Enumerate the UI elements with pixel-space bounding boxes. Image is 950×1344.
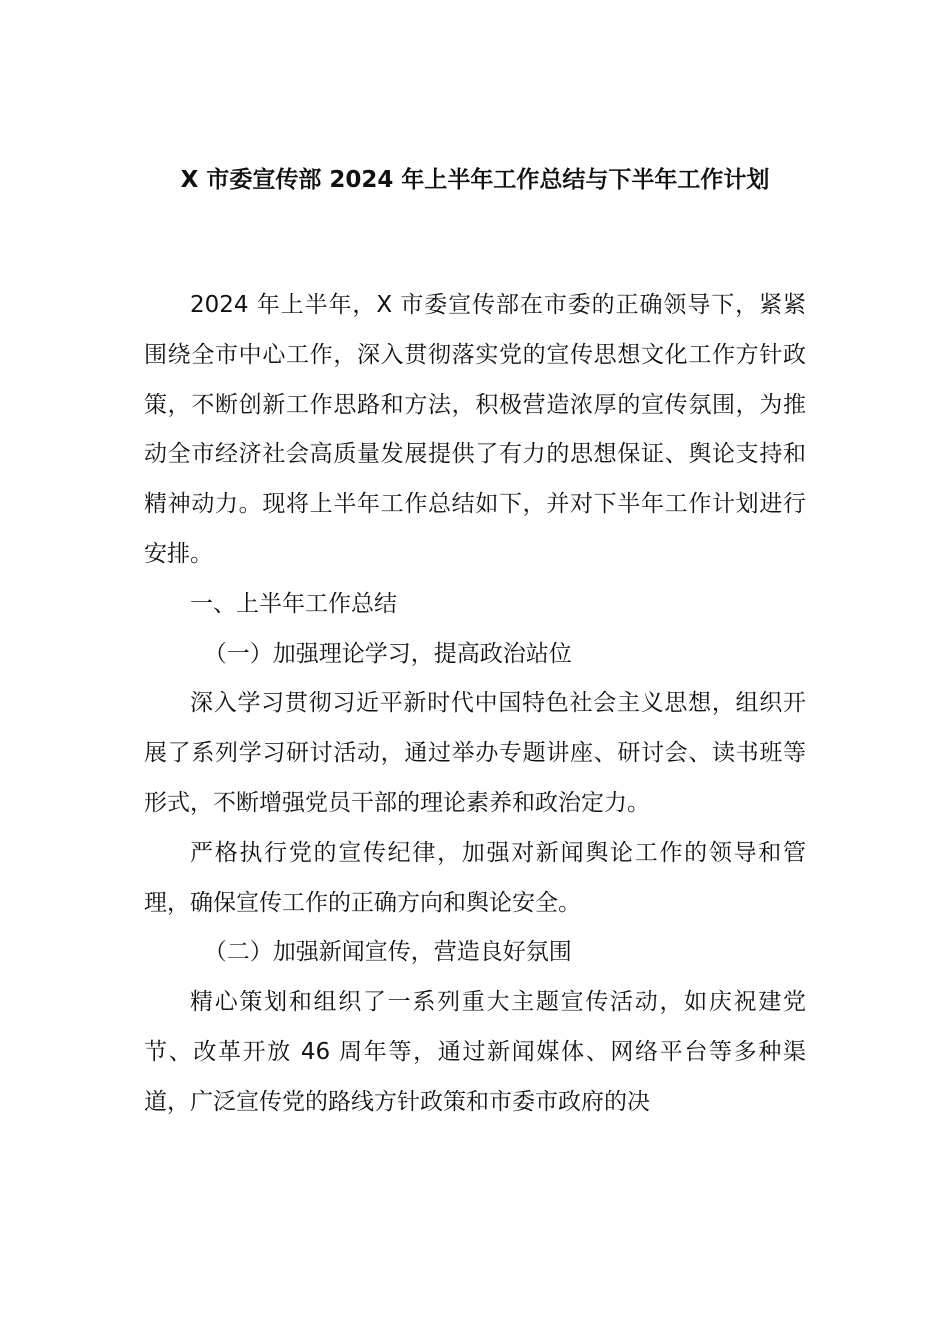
section-heading-summary: 一、上半年工作总结 <box>190 590 397 617</box>
intro-paragraph: 2024 年上半年，X 市委宣传部在市委的正确领导下，紧紧围绕全市中心工作，深入贯彻落实党的宣传思想文化工作方针政策，不断创新工作思路和方法，积极营造浓厚的宣传氛围，为推动全市经济社会高质量发展提供了有力的思想保证、舆论支持和精神动力。现将上半年工作总结如下，并对下半年工作计划进行安排。 <box>144 292 806 567</box>
document-title: X 市委宣传部 2024 年上半年工作总结与下半年工作计划 <box>180 167 770 193</box>
paragraph-theory-study: 深入学习贯彻习近平新时代中国特色社会主义思想，组织开展了系列学习研讨活动，通过举办专题讲座、研讨会、读书班等形式，不断增强党员干部的理论素养和政治定力。 <box>144 690 806 816</box>
document-body <box>144 281 806 1128</box>
paragraph-news-campaigns: 精心策划和组织了一系列重大主题宣传活动，如庆祝建党节、改革开放 46 周年等，通过新闻媒体、网络平台等多种渠道，广泛宣传党的路线方针政策和市委市政府的决 <box>144 989 806 1115</box>
paragraph-discipline: 严格执行党的宣传纪律，加强对新闻舆论工作的领导和管理，确保宣传工作的正确方向和舆论安全。 <box>144 839 806 916</box>
subsection-heading-theory: （一）加强理论学习，提高政治站位 <box>203 640 572 667</box>
subsection-heading-news: （二）加强新闻宣传，营造良好氛围 <box>203 939 572 966</box>
